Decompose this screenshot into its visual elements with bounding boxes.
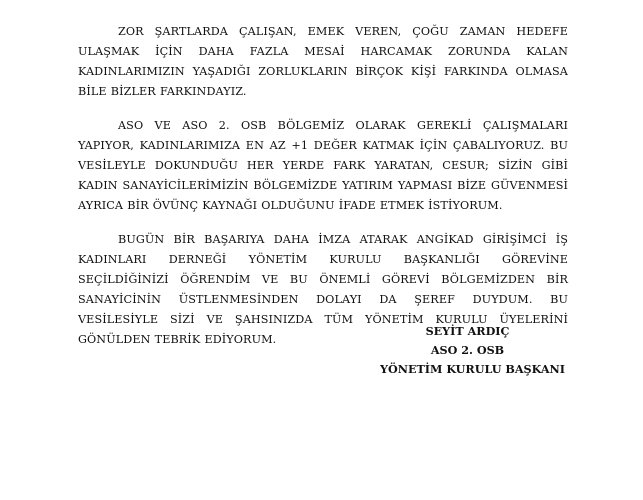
letter-body (78, 22, 568, 364)
signature-title: YÖNETİM KURULU BAŞKANI (380, 362, 565, 376)
signature-block (380, 322, 565, 379)
letter-paragraph-3: BUGÜN BİR BAŞARIYA DAHA İMZA ATARAK ANGİKAD GİRİŞİMCİ İŞ KADINLARI DERNEĞİ YÖNETİM KURULU BAŞKANLIĞI GÖREVİNE SEÇİLDİĞİNİZİ ÖĞRENDİM VE BU ÖNEMLİ GÖREVİ BÖLGEMİZDEN BİR SANAYİCİNİN ÜSTLENMESİNDEN DOLAYI DA ŞEREF DUYDUM. BU VESİLESİYLE SİZİ VE ŞAHSINIZDA TÜM YÖNETİM KURULU ÜYELERİNİ GÖNÜLDEN TEBRİK EDİYORUM. (78, 233, 568, 346)
letter-paragraph-2: ASO VE ASO 2. OSB BÖLGEMİZ OLARAK GEREKLİ ÇALIŞMALARI YAPIYOR, KADINLARIMIZA EN AZ +1 DEĞER KATMAK İÇİN ÇABALIYORUZ. BU VESİLEYLE DOKUNDUĞU HER YERDE FARK YARATAN, CESUR; SİZİN GİBİ KADIN SANAYİCİLERİMİZİN BÖLGEMİZDE YATIRIM YAPMASI BİZE GÜVENMESİ AYRICA BİR ÖVÜNÇ KAYNAĞI OLDUĞUNU İFADE ETMEK İSTİYORUM. (78, 119, 568, 212)
signature-name: SEYİT ARDIÇ (425, 324, 510, 338)
signature-organization: ASO 2. OSB (430, 343, 505, 357)
letter-paragraph-1: ZOR ŞARTLARDA ÇALIŞAN, EMEK VEREN, ÇOĞU ZAMAN HEDEFE ULAŞMAK İÇİN DAHA FAZLA MESAİ HARCAMAK ZORUNDA KALAN KADINLARIMIZIN YAŞADIĞI ZORLUKLARIN BİRÇOK KİŞİ FARKINDA OLMASA BİLE BİZLER FARKINDAYIZ. (78, 25, 568, 98)
